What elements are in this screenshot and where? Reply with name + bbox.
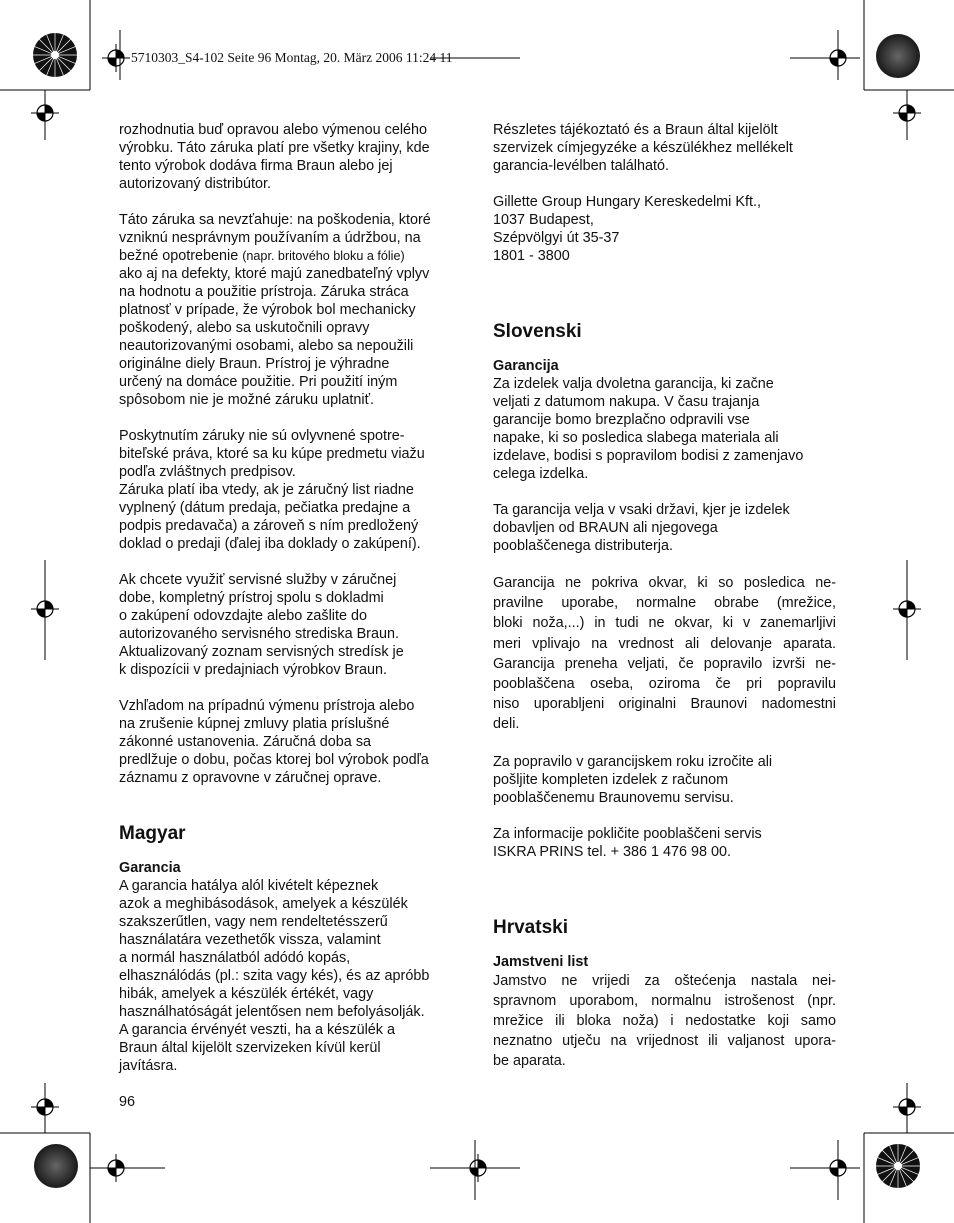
text-line: vzniknú nesprávnym používaním a údržbou, na: [119, 230, 421, 246]
text-line: pravilne uporabe, normalne obrabe (mrežice,: [493, 595, 836, 612]
text-line: A garancia hatálya alól kivételt képeznek: [119, 878, 379, 894]
heading-magyar: Magyar: [119, 823, 186, 844]
text-line: használatára vezethetők vissza, valamint: [119, 932, 381, 948]
text-line: ako aj na defekty, ktoré majú zanedbateľný vplyv: [119, 266, 430, 282]
sl-paragraph-4: [493, 753, 836, 807]
text-line: pooblaščena oseba, oziroma če pri popravilu: [493, 676, 836, 693]
text-line: Za informacije pokličite pooblaščeni servis: [493, 825, 762, 842]
text-line: rozhodnutia buď opravou alebo výmenou celého: [119, 122, 428, 138]
text-line: dobe, kompletný prístroj spolu s dokladmi: [119, 590, 384, 606]
text-line: Jamstvo ne vrijedi za oštećenja nastala nei-: [493, 972, 836, 989]
hu-paragraph-2: [493, 121, 836, 175]
text-line: Gillette Group Hungary Kereskedelmi Kft.,: [493, 194, 761, 210]
print-slug: 5710303_S4-102 Seite 96 Montag, 20. März 2006 11:24 11: [131, 50, 453, 65]
text-line: deli.: [493, 716, 520, 733]
text-line: Táto záruka sa nevzťahuje: na poškodenia, ktoré: [119, 212, 431, 228]
text-line: určený na domáce použitie. Pri použití iným: [119, 374, 398, 390]
text-line: dobavljen od BRAUN ali njegovega: [493, 520, 718, 536]
text-line: autorizovaný distribútor.: [119, 176, 271, 192]
sl-paragraph-1: [493, 375, 836, 483]
text-line: celega izdelka.: [493, 466, 589, 482]
sk-paragraph-4: [119, 481, 464, 553]
text-line: pooblaščenemu Braunovemu servisu.: [493, 789, 734, 806]
text-line: Szépvölgyi út 35-37: [493, 230, 620, 246]
text-line: spravnom uporabom, normalnu istrošenost (npr.: [493, 992, 836, 1009]
text-line: pooblaščenega distributerja.: [493, 538, 674, 554]
text-line: Poskytnutím záruky nie sú ovlyvnené spotre-: [119, 428, 405, 444]
text-line: neautorizovanými osobami, alebo sa nepoužili: [119, 338, 414, 354]
text-line: Részletes tájékoztató és a Braun által kijelölt: [493, 122, 778, 138]
text-line: na zrušenie kúpnej zmluvy platia príslušné: [119, 716, 390, 732]
text-line: autorizovaného servisného strediska Braun.: [119, 626, 399, 642]
sl-paragraph-3: [493, 573, 836, 735]
text-line: Braun által kijelölt szervizeken kívül kerül: [119, 1040, 381, 1056]
hu-paragraph-1: [119, 877, 464, 1075]
page-number: 96: [119, 1094, 136, 1110]
text-line: záznamu z opravovne v záručnej oprave.: [119, 770, 382, 786]
text-line: tento výrobok dodáva firma Braun alebo jej: [119, 158, 393, 174]
heading-slovenski: Slovenski: [493, 321, 582, 342]
text-line: zákonné ustanovenia. Záručná doba sa: [119, 734, 372, 750]
sk-paragraph-6: [119, 697, 464, 787]
text-line: Za popravilo v garancijskem roku izročite ali: [493, 753, 773, 770]
text-line: Vzhľadom na prípadnú výmenu prístroja alebo: [119, 698, 415, 714]
text-line: használhatóságát jelentősen nem befolyásolják.: [119, 1004, 425, 1020]
subheading-garancija-sl: Garancija: [493, 358, 559, 374]
text-line: poškodený, alebo sa uskutočnili opravy: [119, 320, 370, 336]
text-line: biteľské práva, ktoré sa ku kúpe predmetu viažu: [119, 446, 425, 462]
hr-paragraph-1: [493, 971, 836, 1072]
text-line: Záruka platí iba vtedy, ak je záručný list riadne: [119, 482, 414, 498]
text-line: Aktualizovaný zoznam servisných stredísk je: [119, 644, 404, 660]
text-line: garancije bomo brezplačno odpravili vse: [493, 412, 750, 428]
text-line: podpis predavača) a zároveň s ním predložený: [119, 518, 419, 534]
text-line: ISKRA PRINS tel. + 386 1 476 98 00.: [493, 843, 731, 860]
text-line: napake, ki so posledica slabega materiala ali: [493, 430, 779, 446]
text-line: bloki noža,...) in tudi ne okvar, ki v zanemarljivi: [493, 615, 836, 632]
text-line: garancia-levélben található.: [493, 158, 670, 174]
text-line: predlžuje o dobu, počas ktorej bol výrobok podľa: [119, 752, 429, 768]
right-column: [493, 121, 836, 1090]
text-line: izdelave, bodisi s popravilom bodisi z zamenjavo: [493, 448, 804, 464]
text-line: o zakúpení odovzdajte alebo zašlite do: [119, 608, 368, 624]
text-line: szakszerűtlen, vagy nem rendeltetésszerű: [119, 914, 388, 930]
text-line: vyplnený (dátum predaja, pečiatka predajne a: [119, 500, 411, 516]
sk-paragraph-2: Táto záruka sa nevzťahuje: na poškodenia, ktoré vzniknú nesprávnym používaním a údržbou, na bežné opotrebenie (napr. britového bloku a fólie) ako aj na defekty, ktoré majú zanedbateľný vplyv na hodnotu a použitie prístroja. Záruka stráca platnosť v prípade, že výrobok bol mechanicky poškodený, alebo sa uskutočnili opravy neautorizovanými osobami, alebo sa nepoužili originálne diely Braun. Prístroj je výhradne určený na domáce použitie. Pri použití iným spôsobom nie je možné záruku uplatniť.: [119, 211, 464, 409]
sl-paragraph-5: [493, 825, 836, 861]
text-line: A garancia érvényét veszti, ha a készülék a: [119, 1022, 395, 1038]
text-line: originálne diely Braun. Prístroj je výhradne: [119, 356, 390, 372]
text-line: pošljite kompleten izdelek z računom: [493, 771, 729, 788]
text-line: Ak chcete využiť servisné služby v záručnej: [119, 572, 397, 588]
sk-paragraph-5: [119, 571, 464, 679]
hu-service-address: [493, 193, 836, 265]
text-line: a normál használatból adódó kopás,: [119, 950, 351, 966]
text-line: k dispozícii v predajniach výrobkov Braun.: [119, 662, 387, 678]
sl-paragraph-2: [493, 501, 836, 555]
text-line: Garancija preneha veljati, če popravilo izvrši ne-: [493, 655, 836, 672]
heading-hrvatski: Hrvatski: [493, 916, 568, 938]
text-line: Za izdelek valja dvoletna garancija, ki začne: [493, 376, 774, 392]
left-column: [119, 121, 464, 1093]
text-line: neznatno utječu na vrijednost ili valjanost upora-: [493, 1033, 836, 1050]
text-line: azok a meghibásodások, amelyek a készülék: [119, 896, 408, 912]
text-line: platnosť v prípade, že výrobok bol mechanicky: [119, 302, 416, 318]
text-line: Garancija ne pokriva okvar, ki so posledica ne-: [493, 575, 836, 591]
sk-paragraph-3: [119, 427, 464, 481]
text-line: meri vplivajo na vrednost ali delovanje aparata.: [493, 635, 836, 652]
text-line: Ta garancija velja v vsaki državi, kjer je izdelek: [493, 502, 790, 518]
text-line: javításra.: [119, 1058, 178, 1074]
text-line: elhasználódás (pl.: szita vagy kés), és az apróbb: [119, 968, 430, 984]
text-line: veljati z datumom nakupa. V času trajanja: [493, 394, 760, 410]
text-line: podľa zvláštnych predpisov.: [119, 464, 296, 480]
subheading-garancia-hu: Garancia: [119, 860, 181, 876]
text-line: be aparata.: [493, 1053, 566, 1070]
text-line: spôsobom nie je možné záruku uplatniť.: [119, 392, 374, 408]
text-line: hibák, amelyek a készülék értékét, vagy: [119, 986, 374, 1002]
text-line: doklad o predaji (ďalej iba doklady o zakúpení).: [119, 536, 421, 552]
text-line: 1801 - 3800: [493, 248, 570, 264]
text-line: niso uporabljeni originalni Braunovi nadomestni: [493, 696, 836, 713]
text-line: szervizek címjegyzéke a készülékhez mellékelt: [493, 140, 793, 156]
sk-paragraph-1: [119, 121, 464, 193]
text-line: na hodnotu a použitie prístroja. Záruka stráca: [119, 284, 409, 300]
text-line: mrežice ili bloka noža) i nedostatke koji samo: [493, 1013, 836, 1030]
text-line: výrobku. Táto záruka platí pre všetky krajiny, kde: [119, 140, 430, 156]
subheading-jamstveni-list: Jamstveni list: [493, 953, 589, 970]
text-line: 1037 Budapest,: [493, 212, 594, 228]
